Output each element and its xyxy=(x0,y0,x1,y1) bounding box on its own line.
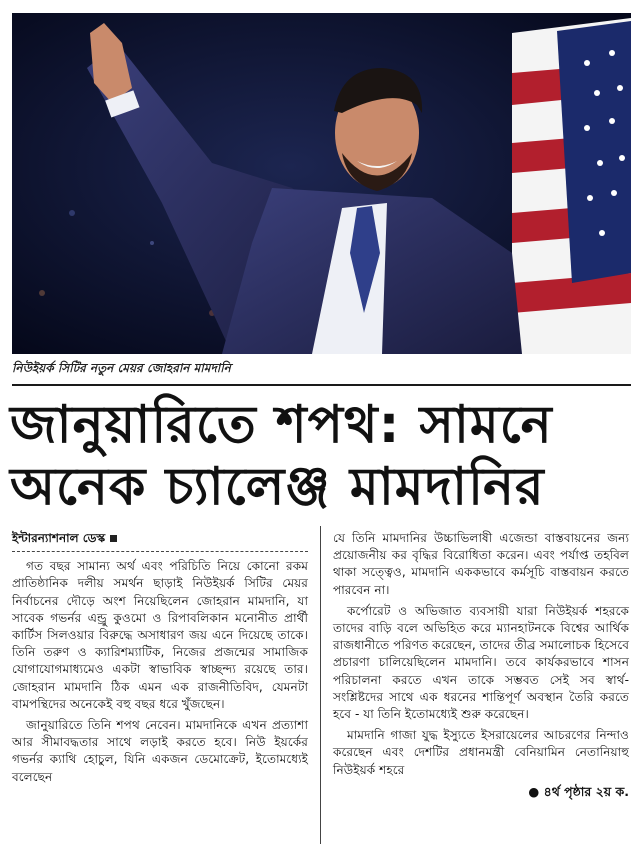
column-divider xyxy=(320,526,321,844)
paragraph: যে তিনি মামদানির উচ্চাভিলাষী এজেন্ডা বাস্তবায়নের জন্য প্রয়োজনীয় কর বৃদ্ধির বিরোধিতা করেন। এবং পর্যাপ্ত তহবিল থাকা সত্ত্বেও, মামদানি এককভাবে কর্মসূচি বাস্তবায়ন করতে পারবেন না। xyxy=(333,531,629,597)
headline-line-2: অনেক চ্যালেঞ্জ মামদানির xyxy=(10,457,545,517)
us-flag xyxy=(512,18,631,354)
photo-caption: নিউইয়র্ক সিটির নতুন মেয়র জোহরান মামদানি xyxy=(12,360,631,386)
headline xyxy=(10,394,635,518)
paragraph: মামদানি গাজা যুদ্ধ ইস্যুতে ইসরায়েলের আচরণের নিন্দাও করেছেন এবং দেশটির প্রধানমন্ত্রী বেনিয়ামিন নেতানিয়াহু নিউইয়র্ক শহরে xyxy=(333,728,629,777)
news-photo xyxy=(12,13,631,354)
paragraph: জানুয়ারিতে তিনি শপথ নেবেন। মামদানিকে এখন প্রত্যাশা আর সীমাবদ্ধতার সাথে লড়াই করতে হবে। নিউ ইয়র্কের গভর্নর ক্যাথি হোচুল, যিনি একজন ডেমোক্রেট, ইতোমধ্যেই বলেছেন xyxy=(12,718,308,784)
desk-label xyxy=(12,530,308,552)
paragraph: গত বছর সামান্য অর্থ এবং পরিচিতি নিয়ে কোনো রকম প্রাতিষ্ঠানিক দলীয় সমর্থন ছাড়াই নিউইয়র্ক সিটির মেয়র নির্বাচনের দৌড়ে অংশ নিয়েছিলেন জোহরান মামদানি, যা সাবেক গভর্নর এন্ড্রু কুওমো ও রিপাবলিকান মনোনীত প্রার্থী কার্টিস সিলওয়ার বিরুদ্ধে অসাধারণ জয় এনে দিয়েছে তাকে। তিনি তরুণ ও ক্যারিশম্যাটিক, নিজের প্রজন্মের সামাজিক যোগাযোগমাধ্যমেও একটা স্বাভাবিক স্বাচ্ছন্দ্য রয়েছে তার। জোহরান মামদানি ঠিক এমন এক রাজনীতিবিদ, যেমনটা বামপন্থিদের অনেকেই বহু বছর ধরে খুঁজছেন। xyxy=(12,559,308,711)
continued-on-page: ● ৪র্থ পৃষ্ঠার ২য় ক. xyxy=(528,783,629,799)
mamdani-photo xyxy=(12,13,631,354)
desk-name: ইন্টারন্যাশনাল ডেস্ক xyxy=(12,531,106,545)
headline-line-1: জানুয়ারিতে শপথ: সামনে xyxy=(10,395,553,455)
article-column-right xyxy=(333,530,629,800)
square-bullet-icon xyxy=(110,535,117,542)
article-column-left xyxy=(12,530,308,790)
paragraph: কর্পোরেট ও অভিজাত ব্যবসায়ী যারা নিউইয়র্ক শহরকে তাদের বাড়ি বলে অভিহিত করে ম্যানহাটনকে বিশ্বের আর্থিক রাজধানীতে পরিণত করেছেন, তাদের তীব্র সমালোচক হিসেবে প্রচারণা চালিয়েছিলেন মামদানি। তবে কার্যকরভাবে শাসন পরিচালনা করতে এখন তাকে সম্ভবত সেই সব স্বার্থ-সংশ্লিষ্টদের সাথে এক ধরনের শান্তিপূর্ণ অবস্থান তৈরি করতে হবে - যা তিনি ইতোমধ্যেই শুরু করেছেন। xyxy=(333,603,629,722)
